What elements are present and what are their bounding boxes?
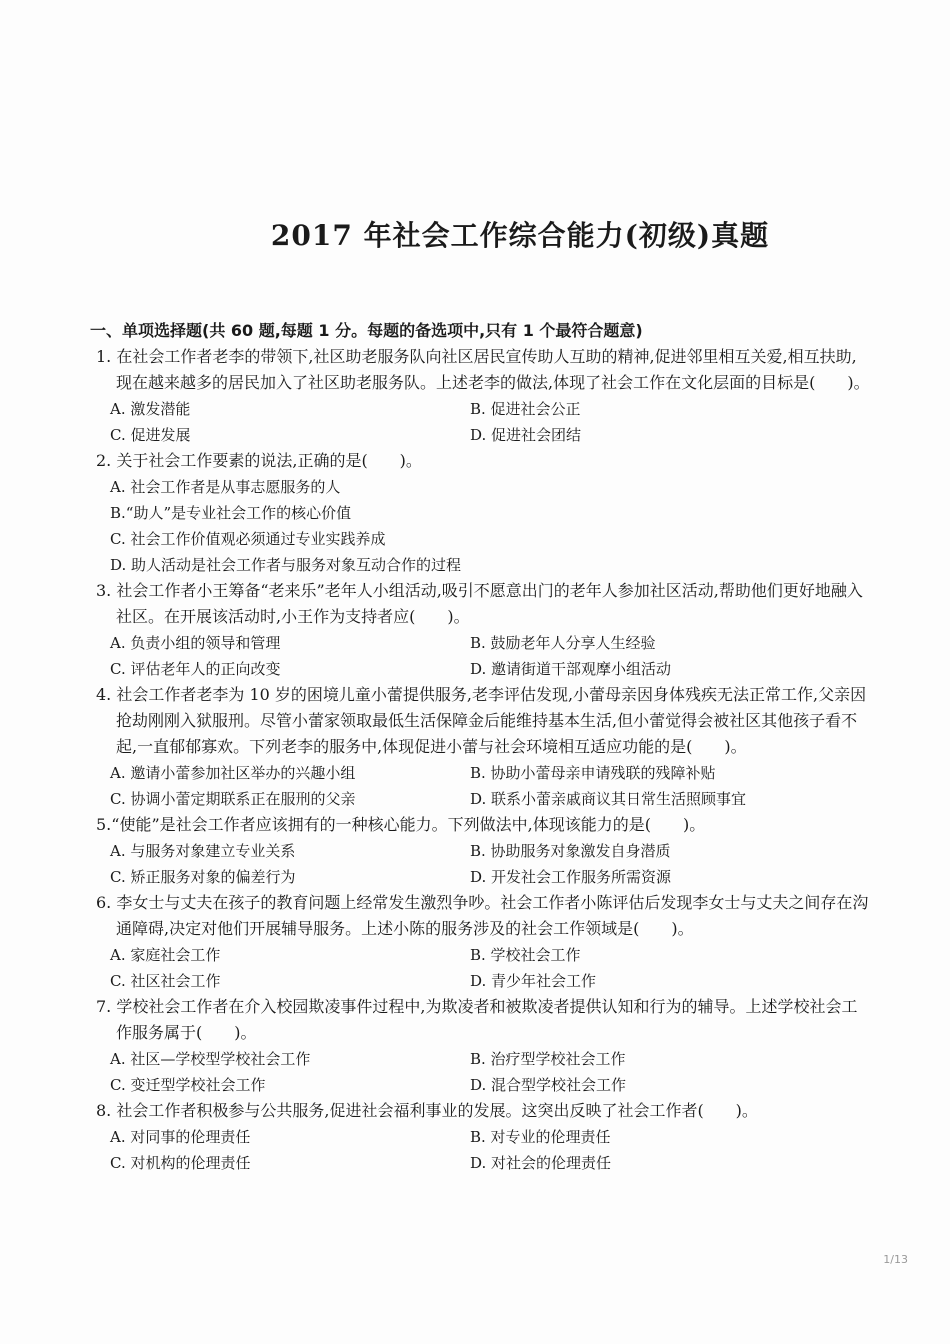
option-a: A. 家庭社会工作 <box>110 946 221 964</box>
question-stem: 3. 社会工作者小王筹备“老来乐”老年人小组活动,吸引不愿意出门的老年人参加社区活动,帮助他们更好地融入社区。在开展该活动时,小王作为支持者应( )。 <box>96 581 863 626</box>
options <box>90 942 870 994</box>
options <box>90 760 870 812</box>
page-title: 2017 年社会工作综合能力(初级)真题 <box>270 219 770 252</box>
option-c: C. 对机构的伦理责任 <box>110 1154 251 1172</box>
option-d: D. 青少年社会工作 <box>470 972 597 990</box>
question-list <box>90 318 870 1176</box>
question-stem: 4. 社会工作者老李为 10 岁的困境儿童小蕾提供服务,老李评估发现,小蕾母亲因身体残疾无法正常工作,父亲因抢劫刚刚入狱服刑。尽管小蕾家领取最低生活保障金后能维持基本生活,但小蕾觉得会被社区其他孩子看不起,一直郁郁寡欢。下列老李的服务中,体现促进小蕾与社会环境相互适应功能的是( )。 <box>96 685 867 756</box>
option-b: B. 鼓励老年人分享人生经验 <box>470 634 656 652</box>
options <box>90 838 870 890</box>
option-b: B.“助人”是专业社会工作的核心价值 <box>110 504 352 522</box>
option-d: D. 联系小蕾亲戚商议其日常生活照顾事宜 <box>470 790 747 808</box>
question-stem: 6. 李女士与丈夫在孩子的教育问题上经常发生激烈争吵。社会工作者小陈评估后发现李女士与丈夫之间存在沟通障碍,决定对他们开展辅导服务。上述小陈的服务涉及的社会工作领域是( )。 <box>96 893 869 938</box>
option-d: D. 混合型学校社会工作 <box>470 1076 627 1094</box>
question-8 <box>90 1098 870 1176</box>
question-stem: 1. 在社会工作者老李的带领下,社区助老服务队向社区居民宣传助人互助的精神,促进邻里相互关爱,相互扶助,现在越来越多的居民加入了社区助老服务队。上述老李的做法,体现了社会工作在文化层面的目标是( )。 <box>96 347 870 392</box>
question-5 <box>90 812 870 890</box>
option-d: D. 助人活动是社会工作者与服务对象互动合作的过程 <box>110 556 462 574</box>
question-stem: 5.“使能”是社会工作者应该拥有的一种核心能力。下列做法中,体现该能力的是( )。 <box>96 815 706 834</box>
option-a: A. 负责小组的领导和管理 <box>110 634 281 652</box>
question-stem: 2. 关于社会工作要素的说法,正确的是( )。 <box>96 451 422 470</box>
options <box>90 630 870 682</box>
options <box>90 1124 870 1176</box>
option-a: A. 对同事的伦理责任 <box>110 1128 251 1146</box>
option-c: C. 社区社会工作 <box>110 972 221 990</box>
option-b: B. 治疗型学校社会工作 <box>470 1050 626 1068</box>
option-c: C. 评估老年人的正向改变 <box>110 660 281 678</box>
question-7 <box>90 994 870 1098</box>
question-4 <box>90 682 870 812</box>
page-number: 1/13 <box>883 1253 908 1266</box>
option-d: D. 邀请街道干部观摩小组活动 <box>470 660 672 678</box>
options <box>90 1046 870 1098</box>
option-a: A. 社会工作者是从事志愿服务的人 <box>110 478 341 496</box>
option-b: B. 协助小蕾母亲申请残联的残障补贴 <box>470 764 716 782</box>
option-d: D. 开发社会工作服务所需资源 <box>470 868 672 886</box>
option-b: B. 学校社会工作 <box>470 946 581 964</box>
option-b: B. 协助服务对象激发自身潜质 <box>470 842 671 860</box>
option-c: C. 变迁型学校社会工作 <box>110 1076 266 1094</box>
option-a: A. 与服务对象建立专业关系 <box>110 842 296 860</box>
option-c: C. 矫正服务对象的偏差行为 <box>110 868 296 886</box>
question-3 <box>90 578 870 682</box>
option-a: A. 激发潜能 <box>110 400 191 418</box>
section-heading: 一、单项选择题(共 60 题,每题 1 分。每题的备选项中,只有 1 个最符合题意) <box>90 321 643 340</box>
option-d: D. 对社会的伦理责任 <box>470 1154 612 1172</box>
option-d: D. 促进社会团结 <box>470 426 582 444</box>
option-c: C. 协调小蕾定期联系正在服刑的父亲 <box>110 790 356 808</box>
question-6 <box>90 890 870 994</box>
option-c: C. 促进发展 <box>110 426 191 444</box>
question-stem: 7. 学校社会工作者在介入校园欺凌事件过程中,为欺凌者和被欺凌者提供认知和行为的辅导。上述学校社会工作服务属于( )。 <box>96 997 858 1042</box>
option-b: B. 对专业的伦理责任 <box>470 1128 611 1146</box>
option-a: A. 邀请小蕾参加社区举办的兴趣小组 <box>110 764 356 782</box>
option-b: B. 促进社会公正 <box>470 400 581 418</box>
options <box>90 396 870 448</box>
question-2 <box>90 448 870 578</box>
question-1 <box>90 344 870 448</box>
question-stem: 8. 社会工作者积极参与公共服务,促进社会福利事业的发展。这突出反映了社会工作者( )。 <box>96 1101 758 1120</box>
option-a: A. 社区—学校型学校社会工作 <box>110 1050 311 1068</box>
option-c: C. 社会工作价值观必须通过专业实践养成 <box>110 530 386 548</box>
options <box>90 474 870 578</box>
